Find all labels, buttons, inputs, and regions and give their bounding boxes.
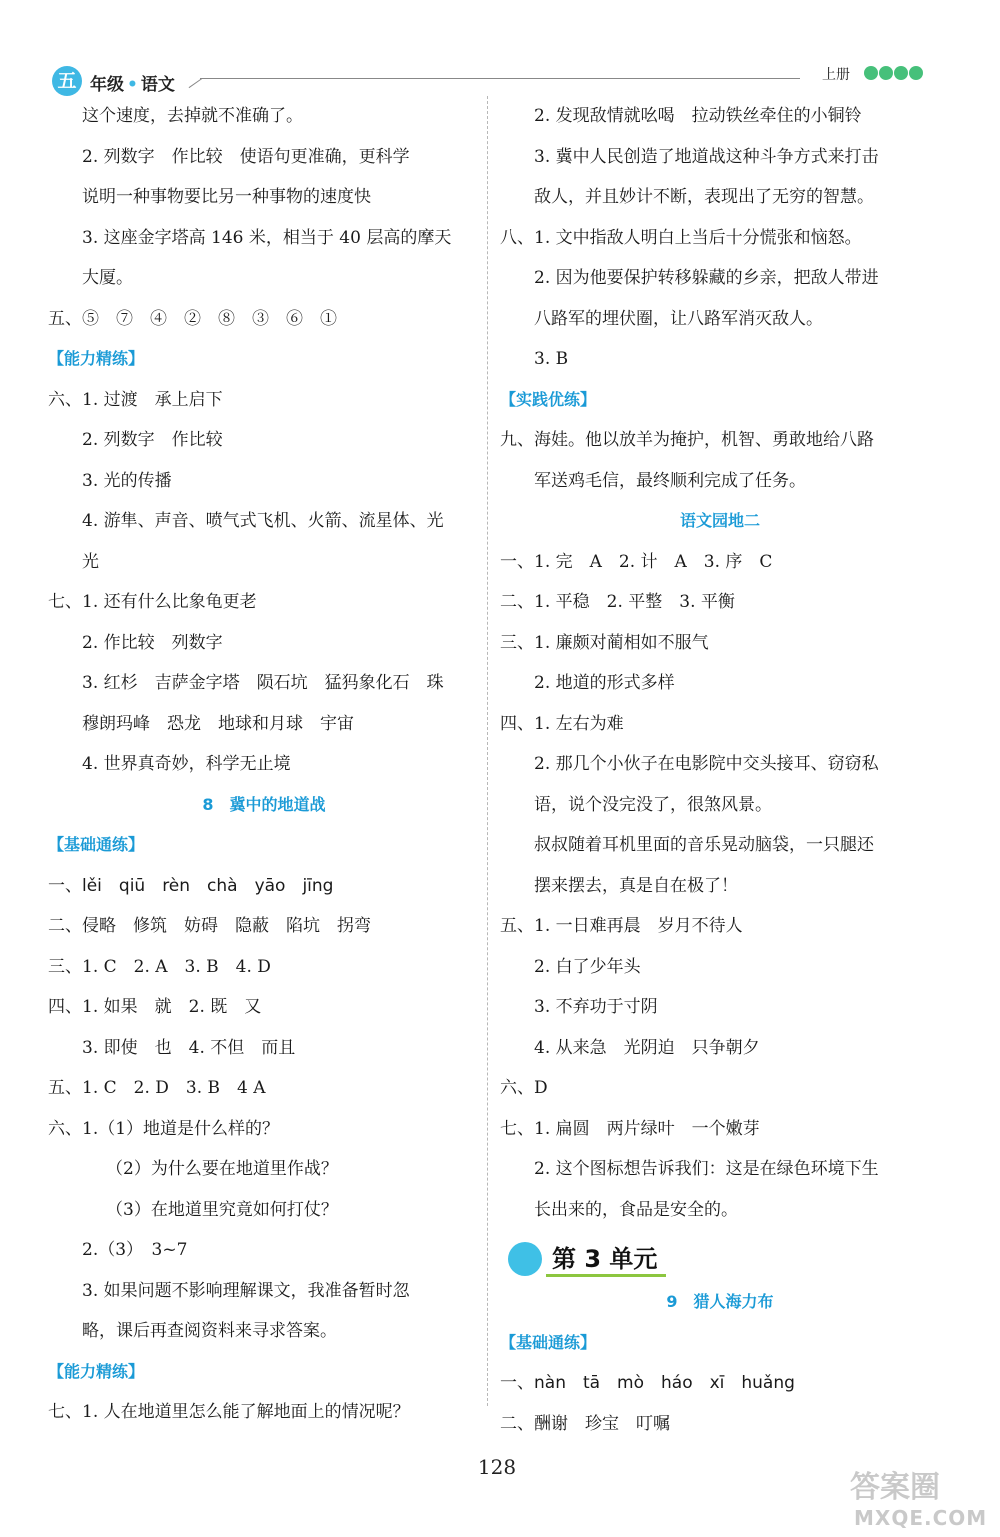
answer-line: 2. 列数字 作比较 使语句更准确，更科学 bbox=[82, 146, 410, 167]
volume-dots bbox=[864, 66, 923, 80]
answer-line: 略，课后再查阅资料来寻求答案。 bbox=[82, 1321, 337, 1341]
answer-line: 这个速度，去掉就不准确了。 bbox=[82, 106, 303, 126]
answer-line: 4. 游隼、声音、喷气式飞机、火箭、流星体、光 bbox=[82, 511, 444, 531]
answer-line: 五、⑤ ⑦ ④ ② ⑧ ③ ⑥ ① bbox=[48, 308, 337, 329]
answer-line: 2. 白了少年头 bbox=[534, 956, 641, 977]
answer-line: 五、1. 一日难再晨 岁月不待人 bbox=[500, 916, 743, 936]
answer-line: 3. 红杉 吉萨金字塔 陨石坑 猛犸象化石 珠 bbox=[82, 673, 444, 693]
unit-underline bbox=[546, 1274, 666, 1277]
answer-line: 3. 即使 也 4. 不但 而且 bbox=[82, 1037, 296, 1058]
answer-line: 敌人，并且妙计不断，表现出了无穷的智慧。 bbox=[534, 187, 874, 207]
answer-line: 2. 地道的形式多样 bbox=[534, 673, 675, 693]
section-label: 【能力精练】 bbox=[48, 349, 145, 368]
answer-line: 六、1. 过渡 承上启下 bbox=[48, 389, 223, 410]
watermark-logo bbox=[840, 1462, 990, 1532]
answer-line: 2. 列数字 作比较 bbox=[82, 430, 223, 450]
answer-line: 语，说个没完没了，很煞风景。 bbox=[534, 794, 772, 815]
answer-line: 4. 世界真奇妙，科学无止境 bbox=[82, 754, 291, 774]
volume-dot bbox=[909, 66, 923, 80]
answer-line: 二、1. 平稳 2. 平整 3. 平衡 bbox=[500, 592, 735, 612]
answer-line: 六、1.（1）地道是什么样的？ bbox=[48, 1118, 280, 1139]
pinyin-answer-line: 一、nàn tā mò háo xī huǎng bbox=[500, 1373, 795, 1393]
answer-line: 说明一种事物要比另一种事物的速度快 bbox=[82, 187, 371, 207]
section-label: 【能力精练】 bbox=[48, 1361, 145, 1381]
answer-line: 2. 因为他要保护转移躲藏的乡亲，把敌人带进 bbox=[534, 268, 879, 288]
answer-line: 八路军的埋伏圈，让八路军消灭敌人。 bbox=[534, 308, 823, 329]
answer-line: 3. B bbox=[534, 349, 569, 369]
answer-line: 四、1. 如果 就 2. 既 又 bbox=[48, 997, 262, 1017]
grade-badge: 五 bbox=[52, 66, 82, 96]
answer-line: 2.（3） 3~7 bbox=[82, 1240, 188, 1260]
title-separator: • bbox=[127, 75, 138, 95]
unit-circle-icon bbox=[508, 1242, 542, 1276]
right-column-bottom bbox=[500, 1282, 940, 1444]
answer-line: 一、1. 完 A 2. 计 A 3. 序 C bbox=[500, 551, 773, 572]
volume-dot bbox=[864, 66, 878, 80]
section-label: 【基础通练】 bbox=[500, 1332, 597, 1352]
lesson-title: 语文园地二 bbox=[679, 511, 760, 530]
answer-line: 3. 不弃功于寸阴 bbox=[534, 997, 658, 1017]
answer-line: 4. 从来急 光阴迫 只争朝夕 bbox=[534, 1037, 760, 1058]
answer-line: 六、D bbox=[500, 1078, 548, 1098]
section-label: 【实践优练】 bbox=[500, 389, 597, 409]
answer-line: 长出来的，食品是安全的。 bbox=[534, 1199, 738, 1220]
answer-line: 四、1. 左右为难 bbox=[500, 713, 624, 734]
header-title bbox=[90, 70, 175, 95]
lesson-title: 9 猎人海力布 bbox=[666, 1292, 774, 1311]
grade-label: 年级 bbox=[90, 75, 124, 95]
answer-line: （2）为什么要在地道里作战？ bbox=[106, 1159, 338, 1179]
answer-line: 三、1. C 2. A 3. B 4. D bbox=[48, 956, 271, 977]
header-rule-slant bbox=[189, 78, 203, 88]
answer-line: 3. 这座金字塔高 146 米，相当于 40 层高的摩天 bbox=[82, 227, 452, 248]
answer-line: 2. 那几个小伙子在电影院中交头接耳、窃窃私 bbox=[534, 754, 879, 774]
answer-line: 三、1. 廉颇对蔺相如不服气 bbox=[500, 632, 709, 653]
answer-line: 3. 如果问题不影响理解课文，我准备暂时忽 bbox=[82, 1280, 410, 1301]
subject-label: 语文 bbox=[140, 75, 175, 95]
answer-line: 3. 光的传播 bbox=[82, 470, 172, 491]
page-header bbox=[0, 0, 1000, 100]
answer-line: 二、侵略 修筑 妨碍 隐蔽 陷坑 拐弯 bbox=[48, 916, 371, 936]
volume-label: 上册 bbox=[822, 67, 850, 83]
answer-line: 3. 冀中人民创造了地道战这种斗争方式来打击 bbox=[534, 146, 879, 167]
answer-line: 七、1. 还有什么比象龟更老 bbox=[48, 592, 257, 612]
answer-line: 七、1. 扁圆 两片绿叶 一个嫩芽 bbox=[500, 1118, 760, 1139]
right-column bbox=[500, 96, 940, 1444]
left-column bbox=[48, 96, 480, 1433]
unit-banner bbox=[500, 1236, 940, 1282]
header-rule bbox=[200, 78, 800, 79]
pinyin-answer-line: 一、lěi qiū rèn chà yāo jīng bbox=[48, 875, 334, 896]
watermark-url: MXQE.COM bbox=[854, 1506, 988, 1530]
volume-dot bbox=[879, 66, 893, 80]
answer-line: 2. 作比较 列数字 bbox=[82, 632, 223, 653]
section-label: 【基础通练】 bbox=[48, 835, 145, 854]
answer-line: 军送鸡毛信，最终顺利完成了任务。 bbox=[534, 470, 806, 491]
answer-line: 光 bbox=[82, 551, 99, 572]
answer-line: 穆朗玛峰 恐龙 地球和月球 宇宙 bbox=[82, 713, 354, 734]
answer-line: 七、1. 人在地道里怎么能了解地面上的情况呢？ bbox=[48, 1402, 410, 1422]
page-number: 128 bbox=[477, 1455, 517, 1479]
answer-line: 二、酬谢 珍宝 叮嘱 bbox=[500, 1413, 670, 1434]
answer-line: 2. 发现敌情就吆喝 拉动铁丝牵住的小铜铃 bbox=[534, 106, 862, 126]
volume-dot bbox=[894, 66, 908, 80]
watermark-text: 答案圈 bbox=[850, 1470, 940, 1505]
answer-line: 大厦。 bbox=[82, 268, 133, 288]
answer-line: 2. 这个图标想告诉我们：这是在绿色环境下生 bbox=[534, 1159, 879, 1179]
answer-line: 八、1. 文中指敌人明白上当后十分慌张和恼怒。 bbox=[500, 227, 862, 248]
answer-line: 九、海娃。他以放羊为掩护，机智、勇敢地给八路 bbox=[500, 430, 874, 450]
unit-title: 第 3 单元 bbox=[552, 1245, 658, 1273]
right-column-top bbox=[500, 96, 940, 1230]
answer-line: （3）在地道里究竟如何打仗？ bbox=[106, 1199, 338, 1220]
column-divider bbox=[487, 96, 488, 1406]
answer-line: 摆来摆去，真是自在极了！ bbox=[534, 875, 738, 896]
lesson-title: 8 冀中的地道战 bbox=[202, 794, 326, 814]
answer-line: 五、1. C 2. D 3. B 4 A bbox=[48, 1078, 266, 1098]
answer-line: 叔叔随着耳机里面的音乐晃动脑袋，一只腿还 bbox=[534, 835, 874, 855]
